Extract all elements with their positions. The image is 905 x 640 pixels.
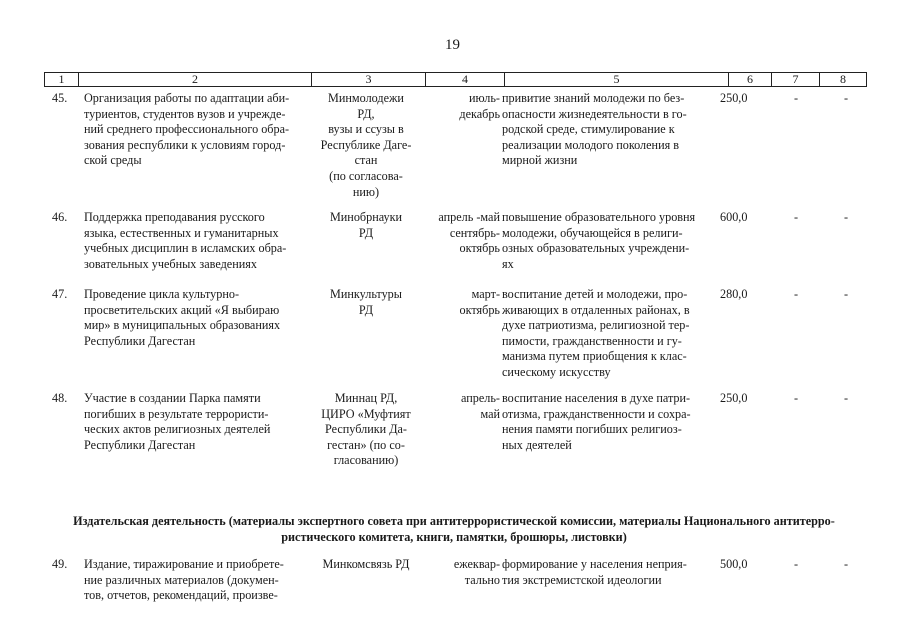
section-title [44,514,864,545]
activity-line: Республики Дагестан [84,437,196,452]
column-header-row [45,73,867,87]
executor-cell [312,210,420,241]
executor-line: гестан» (по со- [327,437,405,452]
result-line: мирной жизни [502,153,578,168]
period-line: тально [464,572,500,587]
row-number: 46. [52,210,68,224]
executor-line: Минмолодежи [328,91,404,105]
activity-line: языка, естественных и гуманитарных [84,225,279,240]
executor-line: стан [354,153,378,168]
executor-line: Минобрнауки [329,210,403,224]
activity-line: Издание, тиражирование и приобрете- [84,557,284,571]
executor-line: Минкультуры [330,287,402,301]
activity-line: просветительских акций «Я выбираю [84,302,280,317]
result-line: родской среде, стимулирование к [502,122,675,137]
column-header-3: 3 [312,73,426,87]
result-line: ях [502,256,514,271]
col8-cell: - [843,557,849,571]
period-line: июль- [468,91,500,105]
col7-cell: - [793,391,799,405]
activity-line: погибших в результате террористи- [84,406,269,421]
result-line: реализации молодого поколения в [502,137,680,152]
activity-line: Участие в создании Парка памяти [84,391,261,405]
row-number: 47. [52,287,68,301]
executor-cell [312,91,420,200]
result-line: опасности жизнедеятельности в го- [502,106,687,121]
col7-cell: - [793,210,799,224]
executor-line: Миннац РД, [334,391,398,405]
column-header-6: 6 [729,73,772,87]
executor-cell [312,391,420,469]
activity-line: ние различных материалов (докумен- [84,572,279,587]
executor-line: ЦИРО «Муфтият [321,406,411,421]
period-line: март- [471,287,500,301]
row-number: 48. [52,391,68,405]
executor-line: (по согласова- [329,168,403,183]
column-header-4: 4 [426,73,505,87]
result-line: озных образовательных учреждени- [502,241,690,256]
column-header-7: 7 [772,73,820,87]
activity-cell [84,557,308,604]
result-line: ных деятелей [502,437,572,452]
column-header-8: 8 [820,73,867,87]
column-header-5: 5 [505,73,729,87]
result-line: отизма, гражданственности и сохра- [502,406,691,421]
executor-line: Минкомсвязь РД [322,557,410,571]
col7-cell: - [793,91,799,105]
activity-cell [84,287,308,349]
activity-line: зования республики к условиям город- [84,137,286,152]
result-line: сическому искусству [502,364,611,379]
activity-line: Республики Дагестан [84,333,196,348]
result-cell [502,210,716,272]
executor-line: Республики Да- [325,422,407,437]
column-header-table [44,72,867,87]
row-number: 49. [52,557,68,571]
section-title-line: Издательская деятельность (материалы экспертного совета при антитеррористической комиссии, материалы Национального антитерро- [73,514,835,528]
executor-line: гласованию) [333,453,399,468]
executor-line: РД [358,225,374,240]
activity-line: ний среднего профессионального обра- [84,122,290,137]
column-header-1: 1 [45,73,79,87]
result-line: нения памяти погибших религиоз- [502,422,682,437]
result-cell [502,287,716,381]
result-cell [502,391,716,453]
result-line: молодежи, обучающейся в религи- [502,225,683,240]
period-line: сентябрь- [449,225,500,240]
result-cell [502,91,716,169]
period-cell [424,391,500,422]
activity-line: тов, отчетов, рекомендаций, произве- [84,588,278,603]
activity-line: зовательных учебных заведениях [84,256,257,271]
period-cell [424,91,500,122]
amount-cell: 280,0 [720,287,748,301]
amount-cell: 500,0 [720,557,748,571]
activity-line: Поддержка преподавания русского [84,210,265,224]
activity-line: учебных дисциплин в исламских обра- [84,241,287,256]
executor-line: РД [358,302,374,317]
period-line: май [480,406,500,421]
executor-line: нию) [352,184,380,199]
row-number: 45. [52,91,68,105]
section-title-line: ристического комитета, книги, памятки, брошюры, листовки) [281,529,627,544]
result-line: воспитание населения в духе патри- [502,391,691,405]
result-line: живающих в отдаленных районах, в [502,302,690,317]
period-cell [424,287,500,318]
activity-cell [84,391,308,453]
result-line: привитие знаний молодежи по без- [502,91,685,105]
period-line: апрель- [461,391,500,405]
amount-cell: 600,0 [720,210,748,224]
executor-line: Республике Даге- [320,137,412,152]
period-line: декабрь [459,106,500,121]
executor-line: вузы и ссузы в [328,122,404,137]
period-cell [424,210,500,257]
column-header-2: 2 [79,73,312,87]
result-line: тия экстремистской идеологии [502,572,662,587]
result-cell [502,557,716,588]
activity-line: Организация работы по адаптации аби- [84,91,290,105]
result-line: воспитание детей и молодежи, про- [502,287,688,301]
period-line: октябрь [459,302,500,317]
activity-line: Проведение цикла культурно- [84,287,240,301]
period-line: октябрь [459,241,500,256]
activity-line: мир» в муниципальных образованиях [84,318,281,333]
amount-cell: 250,0 [720,91,748,105]
col8-cell: - [843,391,849,405]
result-line: духе патриотизма, религиозной тер- [502,318,690,333]
amount-cell: 250,0 [720,391,748,405]
col8-cell: - [843,210,849,224]
executor-cell [312,557,420,573]
executor-line: РД, [357,106,375,121]
col8-cell: - [843,287,849,301]
period-cell [424,557,500,588]
activity-cell [84,210,308,272]
result-line: формирование у населения неприя- [502,557,687,571]
col8-cell: - [843,91,849,105]
executor-cell [312,287,420,318]
activity-line: ческих актов религиозных деятелей [84,422,271,437]
result-line: манизма путем приобщения к клас- [502,349,687,364]
period-line: апрель -май [438,210,500,224]
page-number: 19 [445,37,460,53]
col7-cell: - [793,287,799,301]
col7-cell: - [793,557,799,571]
activity-line: ской среды [84,153,142,168]
result-line: пимости, гражданственности и гу- [502,333,682,348]
activity-line: туриентов, студентов вузов и учрежде- [84,106,286,121]
result-line: повышение образовательного уровня [502,210,696,224]
period-line: ежеквар- [453,557,500,571]
activity-cell [84,91,308,169]
